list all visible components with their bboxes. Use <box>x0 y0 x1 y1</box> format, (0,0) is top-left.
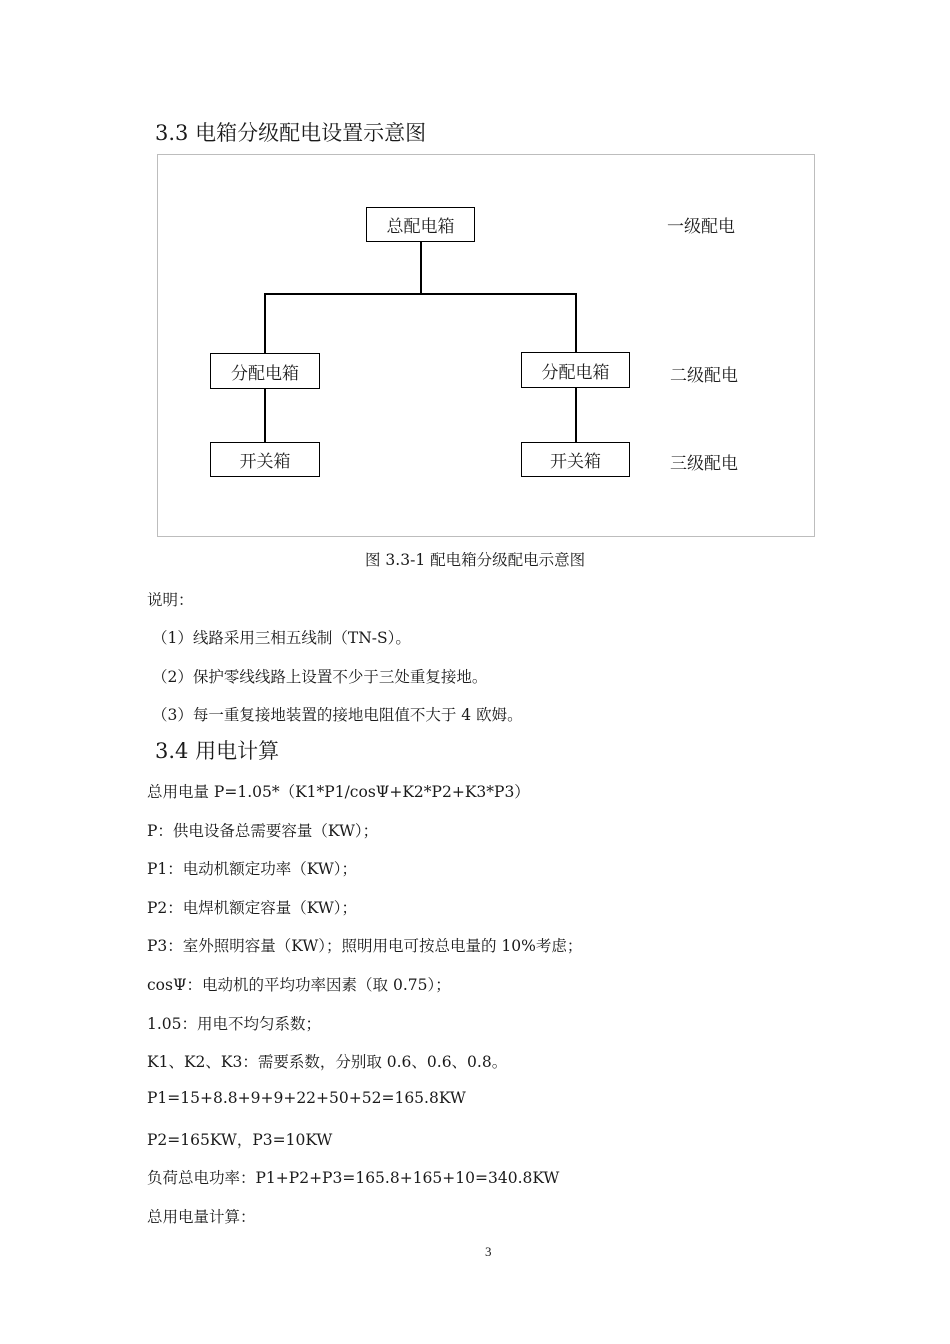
calc-line: 总用电量计算： <box>147 1208 256 1226</box>
main-distribution-box: 总配电箱 <box>366 207 475 242</box>
connector-right-down <box>575 293 577 353</box>
connector-left-down <box>264 293 266 353</box>
sub-distribution-box-right: 分配电箱 <box>521 352 630 388</box>
level-label-2: 二级配电 <box>670 366 738 386</box>
figure-caption: 图 3.3-1 配电箱分级配电示意图 <box>365 551 586 569</box>
calc-line: P：供电设备总需要容量（KW）； <box>147 822 379 840</box>
connector-horizontal <box>264 293 576 295</box>
connector-main-vertical <box>420 241 422 294</box>
calc-line: 总用电量 P=1.05*（K1*P1/cosΨ+K2*P2+K3*P3） <box>147 783 530 801</box>
level-label-1: 一级配电 <box>667 217 735 237</box>
notes-title: 说明： <box>147 591 194 609</box>
calc-line: cosΨ：电动机的平均功率因素（取 0.75）； <box>147 976 451 994</box>
section-heading-3-4: 3.4 用电计算 <box>155 739 280 763</box>
note-item: （2）保护零线线路上设置不少于三处重复接地。 <box>152 668 488 686</box>
calc-line: 负荷总电功率：P1+P2+P3=165.8+165+10=340.8KW <box>147 1169 560 1187</box>
switch-box-left: 开关箱 <box>210 442 320 477</box>
calc-line: P3：室外照明容量（KW）；照明用电可按总电量的 10%考虑； <box>147 937 583 955</box>
calc-line: 1.05：用电不均匀系数； <box>147 1015 322 1033</box>
calc-line: P1：电动机额定功率（KW）； <box>147 860 358 878</box>
note-item: （1）线路采用三相五线制（TN-S）。 <box>152 629 411 647</box>
page-number: 3 <box>485 1244 492 1259</box>
connector-right-switch <box>575 386 577 442</box>
section-heading-3-3: 3.3 电箱分级配电设置示意图 <box>155 121 427 145</box>
calc-line: P1=15+8.8+9+9+22+50+52=165.8KW <box>147 1089 466 1107</box>
level-label-3: 三级配电 <box>670 454 738 474</box>
calc-line: P2=165KW，P3=10KW <box>147 1131 333 1149</box>
connector-left-switch <box>264 388 266 442</box>
calc-line: P2：电焊机额定容量（KW）； <box>147 899 358 917</box>
sub-distribution-box-left: 分配电箱 <box>210 353 320 389</box>
note-item: （3）每一重复接地装置的接地电阻值不大于 4 欧姆。 <box>152 706 523 724</box>
switch-box-right: 开关箱 <box>521 442 630 477</box>
calc-line: K1、K2、K3：需要系数，分别取 0.6、0.6、0.8。 <box>147 1053 508 1071</box>
